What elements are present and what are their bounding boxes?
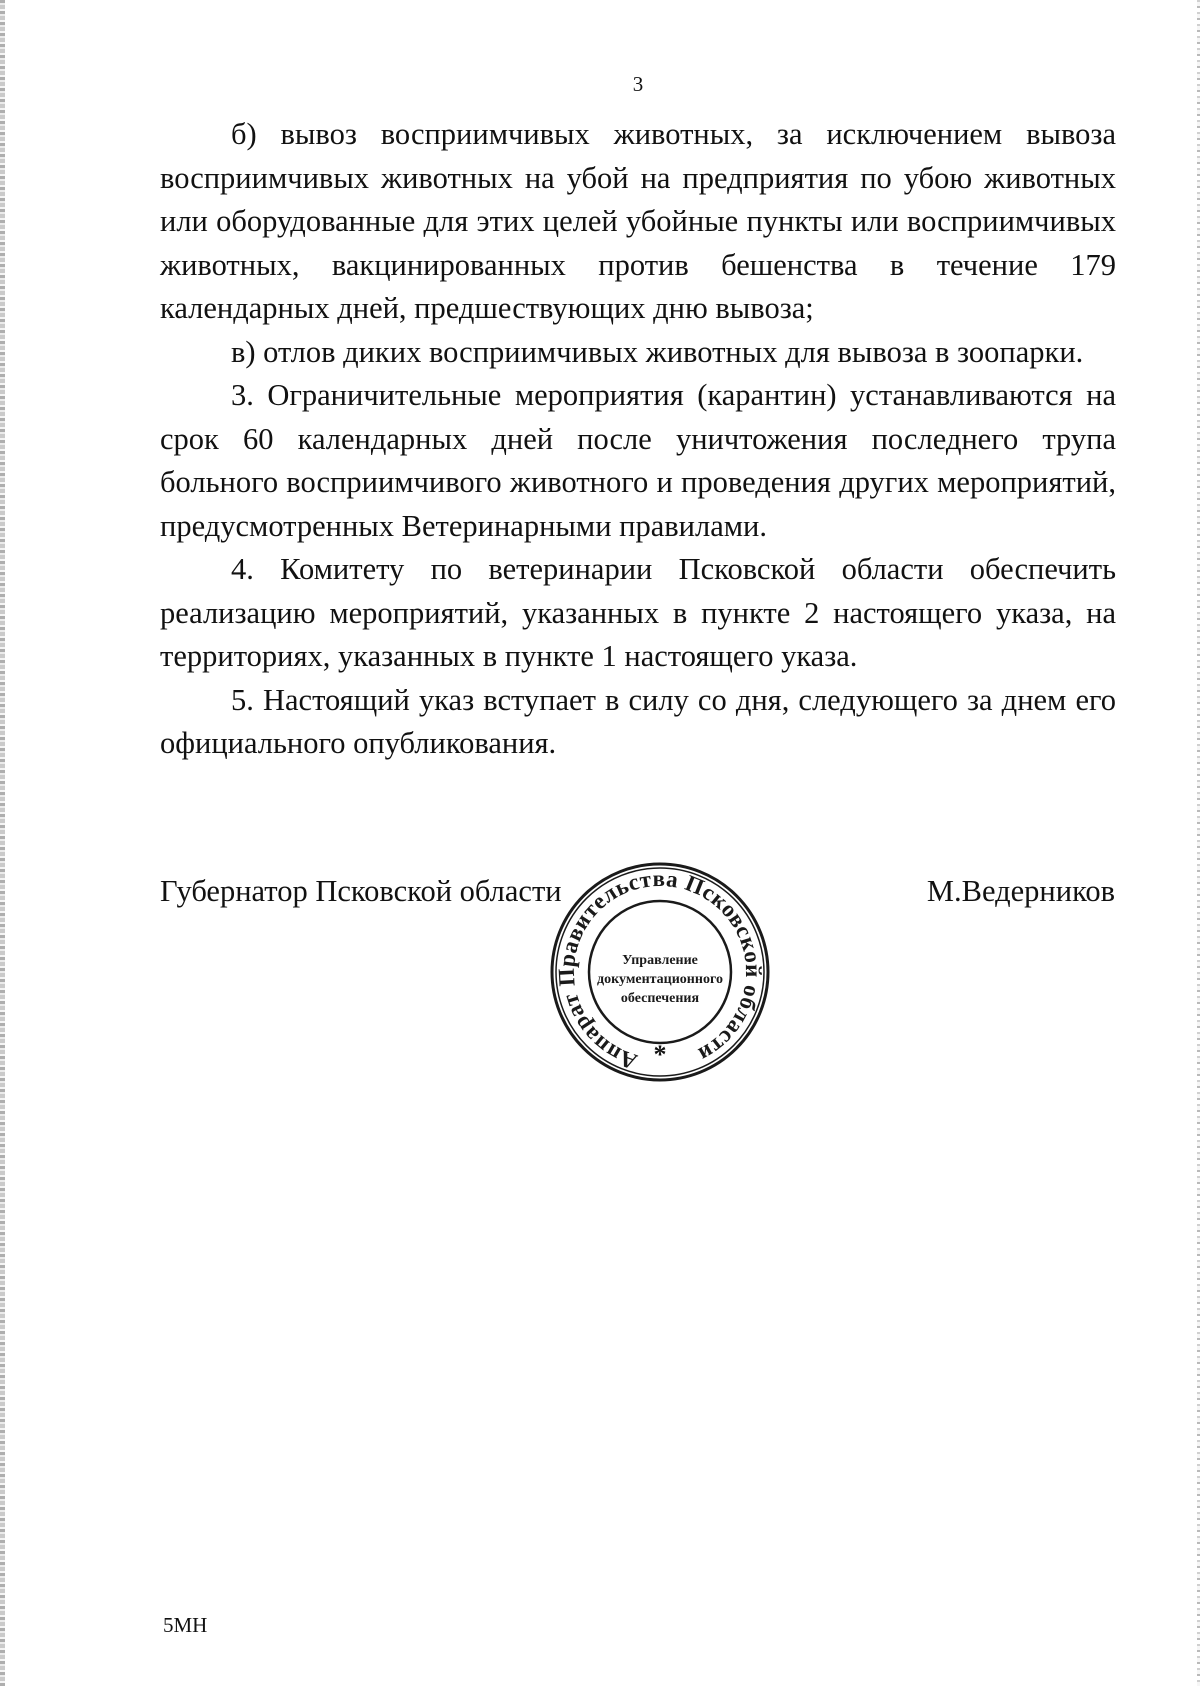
stamp-center-text	[592, 951, 728, 1008]
footer-code: 5МН	[163, 1613, 208, 1637]
paragraph-b: б) вывоз восприимчивых животных, за исключением вывоза восприимчивых животных на убой на предприятия по убою животных или оборудованные для этих целей убойные пункты или восприимчивых животных, вакцинированных против бешенства в течение 179 календарных дней, предшествующих дню вывоза;	[160, 117, 1116, 325]
signature-name: М.Ведерников	[926, 874, 1115, 908]
signature-position: Губернатор Псковской области	[160, 874, 562, 908]
paragraph-3: 3. Ограничительные мероприятия (карантин) устанавливаются на срок 60 календарных дней после уничтожения последнего трупа больного восприимчивого животного и проведения других мероприятий, предусмотренных Ветеринарными правилами.	[160, 378, 1116, 543]
stamp-star: *	[653, 1040, 667, 1069]
scan-edge-left	[0, 0, 5, 1686]
stamp-center-line: Управление	[622, 953, 698, 968]
stamp-center-line: документационного	[597, 972, 723, 987]
page-number: 3	[632, 72, 644, 96]
paragraph-5: 5. Настоящий указ вступает в силу со дня, следующего за днем его официального опубликования.	[160, 682, 1116, 760]
paragraph-v: в) отлов диких восприимчивых животных для вывоза в зоопарки.	[231, 334, 1084, 369]
document-body	[160, 113, 1116, 766]
paragraph-4: 4. Комитету по ветеринарии Псковской области обеспечить реализацию мероприятий, указанных в пункте 2 настоящего указа, на территориях, указанных в пункте 1 настоящего указа.	[160, 552, 1116, 673]
stamp-ring-text: Аппарат Правительства Псковской области	[553, 865, 767, 1075]
official-stamp	[546, 858, 774, 1086]
stamp-center-line: обеспечения	[620, 991, 700, 1006]
